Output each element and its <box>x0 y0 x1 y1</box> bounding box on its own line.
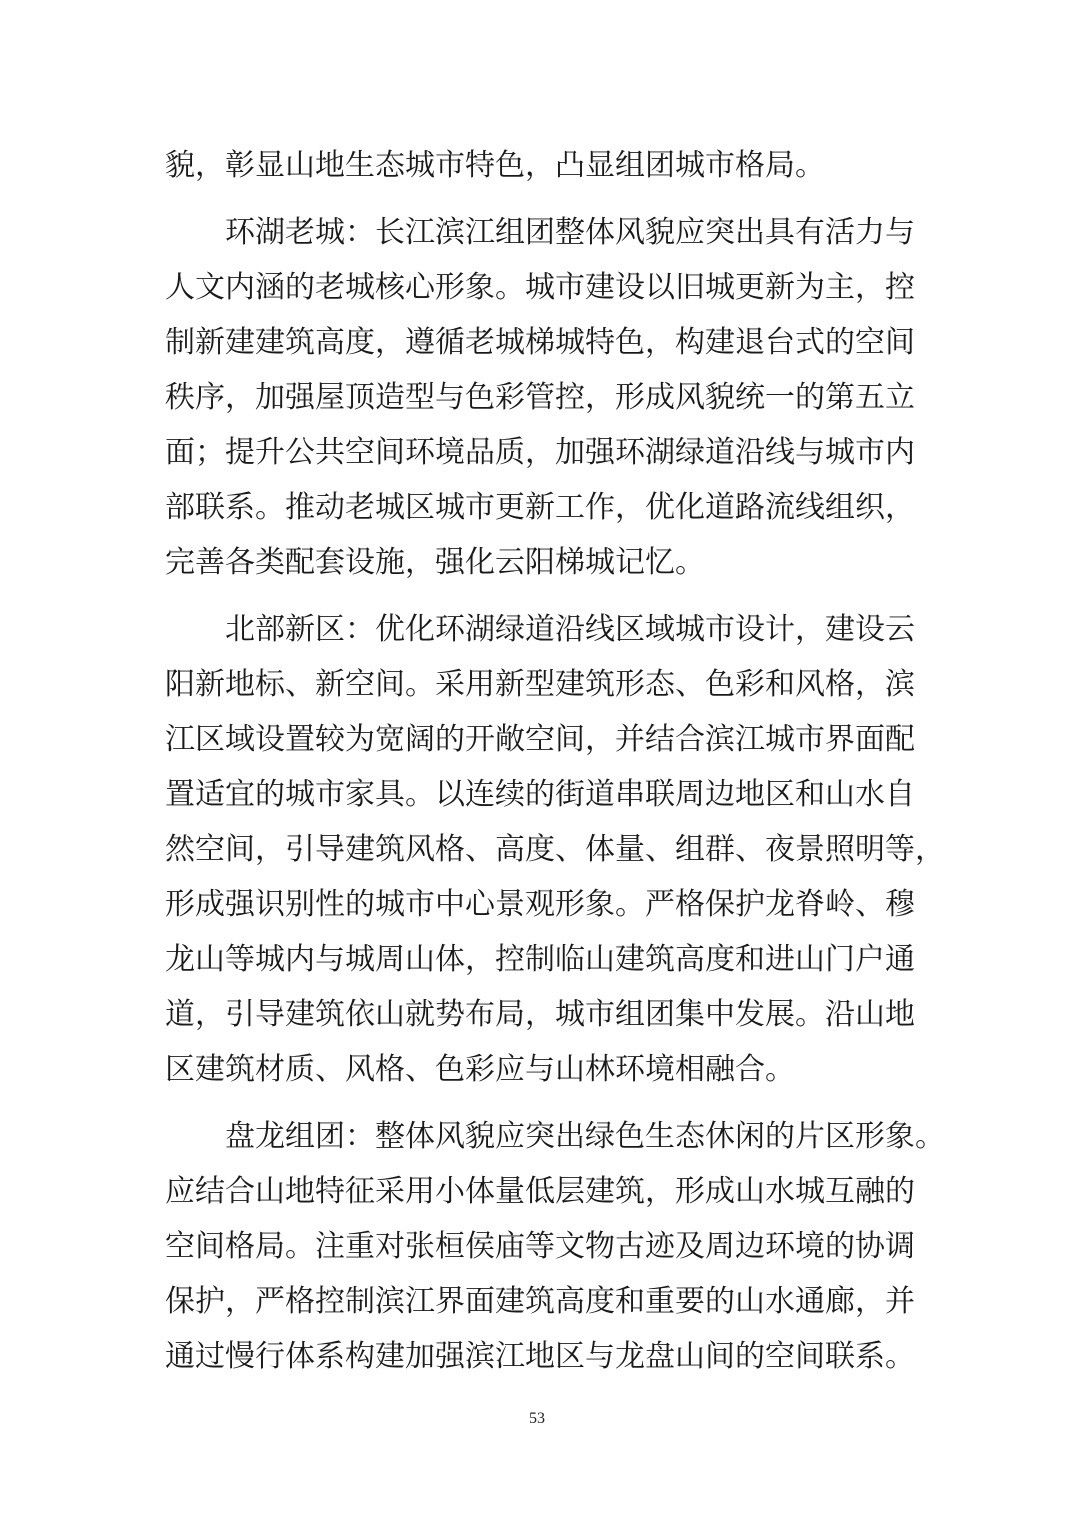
text-line: 区建筑材质、风格、色彩应与山林环境相融合。 <box>165 1052 795 1087</box>
text-line: 通过慢行体系构建加强滨江地区与龙盘山间的空间联系。 <box>165 1339 915 1374</box>
text-line: 置适宜的城市家具。以连续的街道串联周边地区和山水自 <box>165 777 915 812</box>
body-text <box>165 138 945 1384</box>
text-line: 道，引导建筑依山就势布局，城市组团集中发展。沿山地 <box>165 997 915 1032</box>
paragraph-panlong-zutuan <box>165 1109 945 1384</box>
text-line: 龙山等城内与城周山体，控制临山建筑高度和进山门户通 <box>165 942 915 977</box>
text-line: 空间格局。注重对张桓侯庙等文物古迹及周边环境的协调 <box>165 1229 915 1264</box>
text-line: 盘龙组团：整体风貌应突出绿色生态休闲的片区形象。 <box>165 1119 945 1154</box>
text-line: 保护，严格控制滨江界面建筑高度和重要的山水通廊，并 <box>165 1284 915 1319</box>
text-line: 人文内涵的老城核心形象。城市建设以旧城更新为主，控 <box>165 270 915 305</box>
text-line: 貌，彰显山地生态城市特色，凸显组团城市格局。 <box>165 148 825 183</box>
text-line: 制新建建筑高度，遵循老城梯城特色，构建退台式的空间 <box>165 325 915 360</box>
text-line: 环湖老城：长江滨江组团整体风貌应突出具有活力与 <box>165 215 915 250</box>
page-number: 53 <box>529 1410 545 1427</box>
text-line: 部联系。推动老城区城市更新工作，优化道路流线组织， <box>165 490 915 525</box>
text-line: 面；提升公共空间环境品质，加强环湖绿道沿线与城市内 <box>165 435 915 470</box>
text-line: 形成强识别性的城市中心景观形象。严格保护龙脊岭、穆 <box>165 887 915 922</box>
paragraph-huanhu-laocheng <box>165 205 915 590</box>
text-line: 北部新区：优化环湖绿道沿线区域城市设计，建设云 <box>165 612 915 647</box>
text-line: 江区域设置较为宽阔的开敞空间，并结合滨江城市界面配 <box>165 722 915 757</box>
text-line: 阳新地标、新空间。采用新型建筑形态、色彩和风格，滨 <box>165 667 915 702</box>
paragraph-continuation <box>165 138 915 193</box>
text-line: 完善各类配套设施，强化云阳梯城记忆。 <box>165 545 705 580</box>
paragraph-beibu-xinqu <box>165 602 945 1097</box>
text-line: 然空间，引导建筑风格、高度、体量、组群、夜景照明等， <box>165 832 945 867</box>
text-line: 应结合山地特征采用小体量低层建筑，形成山水城互融的 <box>165 1174 915 1209</box>
text-line: 秩序，加强屋顶造型与色彩管控，形成风貌统一的第五立 <box>165 380 915 415</box>
